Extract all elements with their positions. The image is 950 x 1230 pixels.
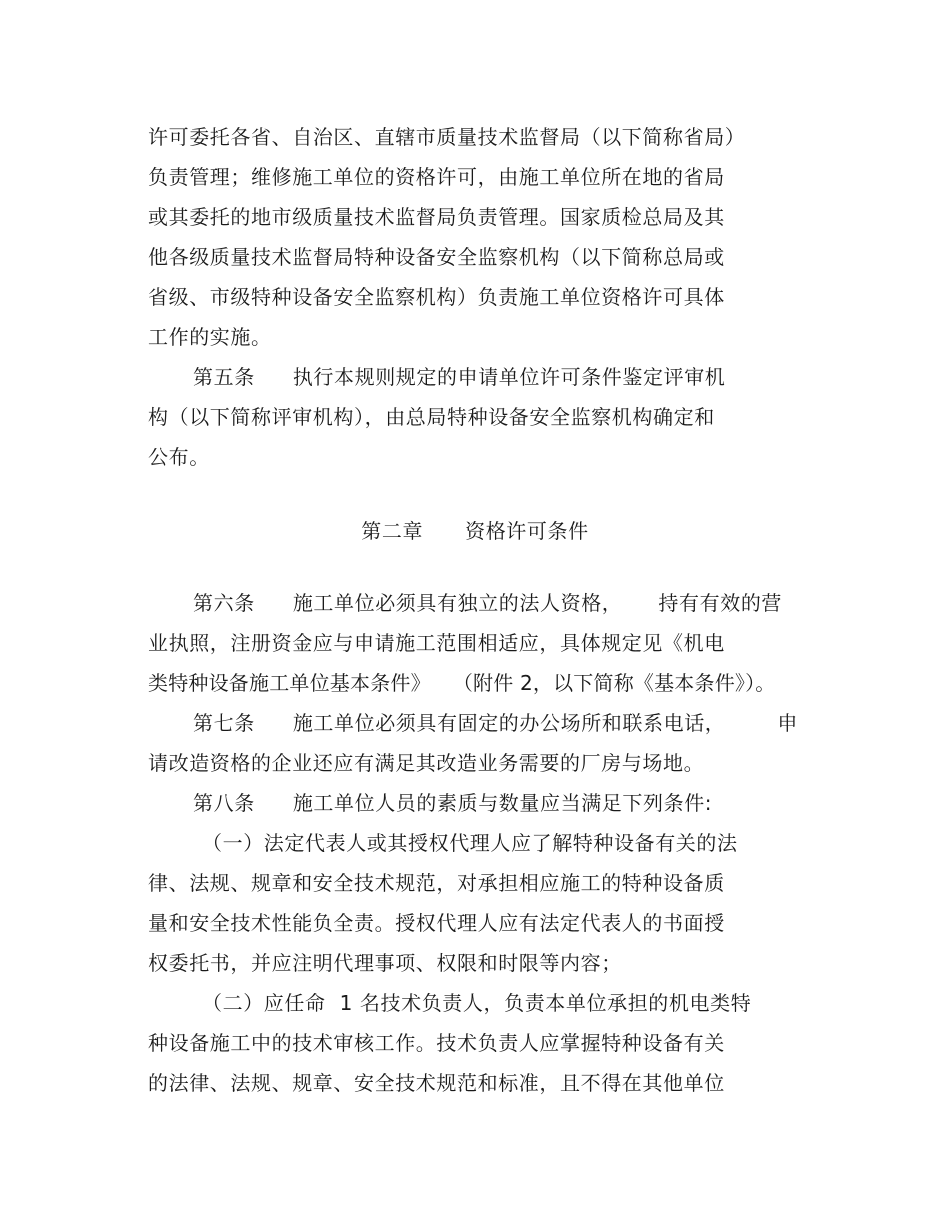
article-number: 第七条 (193, 711, 255, 735)
article-text: 持有有效的营 (658, 591, 783, 615)
paragraph-line: 省级、市级特种设备安全监察机构）负责施工单位资格许可具体 (148, 285, 725, 309)
article-5-line-3: 公布。 (148, 445, 210, 469)
article-7-line-2: 请改造资格的企业还应有满足其改造业务需要的厂房与场地。 (148, 751, 705, 775)
paragraph-line: 他各级质量技术监督局特种设备安全监察机构（以下简称总局或 (148, 245, 725, 269)
article-5-line-2: 构（以下简称评审机构），由总局特种设备安全监察机构确定和 (148, 405, 715, 429)
article-5-line-1 (193, 365, 725, 389)
article-6-line-2: 业执照，注册资金应与申请施工范围相适应，具体规定见《机电 (148, 631, 725, 655)
paragraph-line: 负责管理；维修施工单位的资格许可，由施工单位所在地的省局 (148, 165, 725, 189)
chapter-number: 第二章 (361, 519, 424, 543)
paragraph-line: 工作的实施。 (148, 325, 272, 349)
article-text: （附件 2，以下简称《基本条件》）。 (452, 671, 776, 695)
item-1-line: 量和安全技术性能负全责。授权代理人应有法定代表人的书面授 (148, 911, 725, 935)
paragraph-line: 许可委托各省、自治区、直辖市质量技术监督局（以下简称省局） (148, 125, 746, 149)
item-1-line: 权委托书，并应注明代理事项、权限和时限等内容； (148, 951, 622, 975)
chapter-heading (0, 519, 950, 543)
item-2-line-1 (202, 991, 751, 1015)
article-text: 施工单位人员的素质与数量应当满足下列条件: (292, 791, 713, 815)
article-text: 施工单位必须具有固定的办公场所和联系电话， (292, 711, 726, 735)
article-text: 施工单位必须具有独立的法人资格， (292, 591, 623, 615)
article-6-line-1 (193, 591, 782, 615)
item-text: （二）应任命 (202, 991, 326, 1015)
item-text: 1 名技术负责人，负责本单位承担的机电类特 (339, 991, 752, 1015)
article-number: 第六条 (193, 591, 255, 615)
article-text: 执行本规则规定的申请单位许可条件鉴定评审机 (292, 365, 726, 389)
article-text: 申 (777, 711, 799, 735)
article-7-line-1 (193, 711, 798, 735)
paragraph-line: 或其委托的地市级质量技术监督局负责管理。国家质检总局及其 (148, 205, 725, 229)
item-1-line: （一）法定代表人或其授权代理人应了解特种设备有关的法 (202, 831, 738, 855)
article-6-line-3 (148, 671, 776, 695)
item-2-line-2: 种设备施工中的技术审核工作。技术负责人应掌握特种设备有关 (148, 1031, 725, 1055)
article-text: 类特种设备施工单位基本条件》 (148, 671, 431, 695)
item-1-line: 律、法规、规章和安全技术规范，对承担相应施工的特种设备质 (148, 871, 725, 895)
article-number: 第八条 (193, 791, 255, 815)
article-8-line-1 (193, 791, 712, 815)
item-2-line-3: 的法律、法规、规章、安全技术规范和标准，且不得在其他单位 (148, 1071, 725, 1095)
article-number: 第五条 (193, 365, 255, 389)
chapter-title: 资格许可条件 (465, 519, 589, 543)
